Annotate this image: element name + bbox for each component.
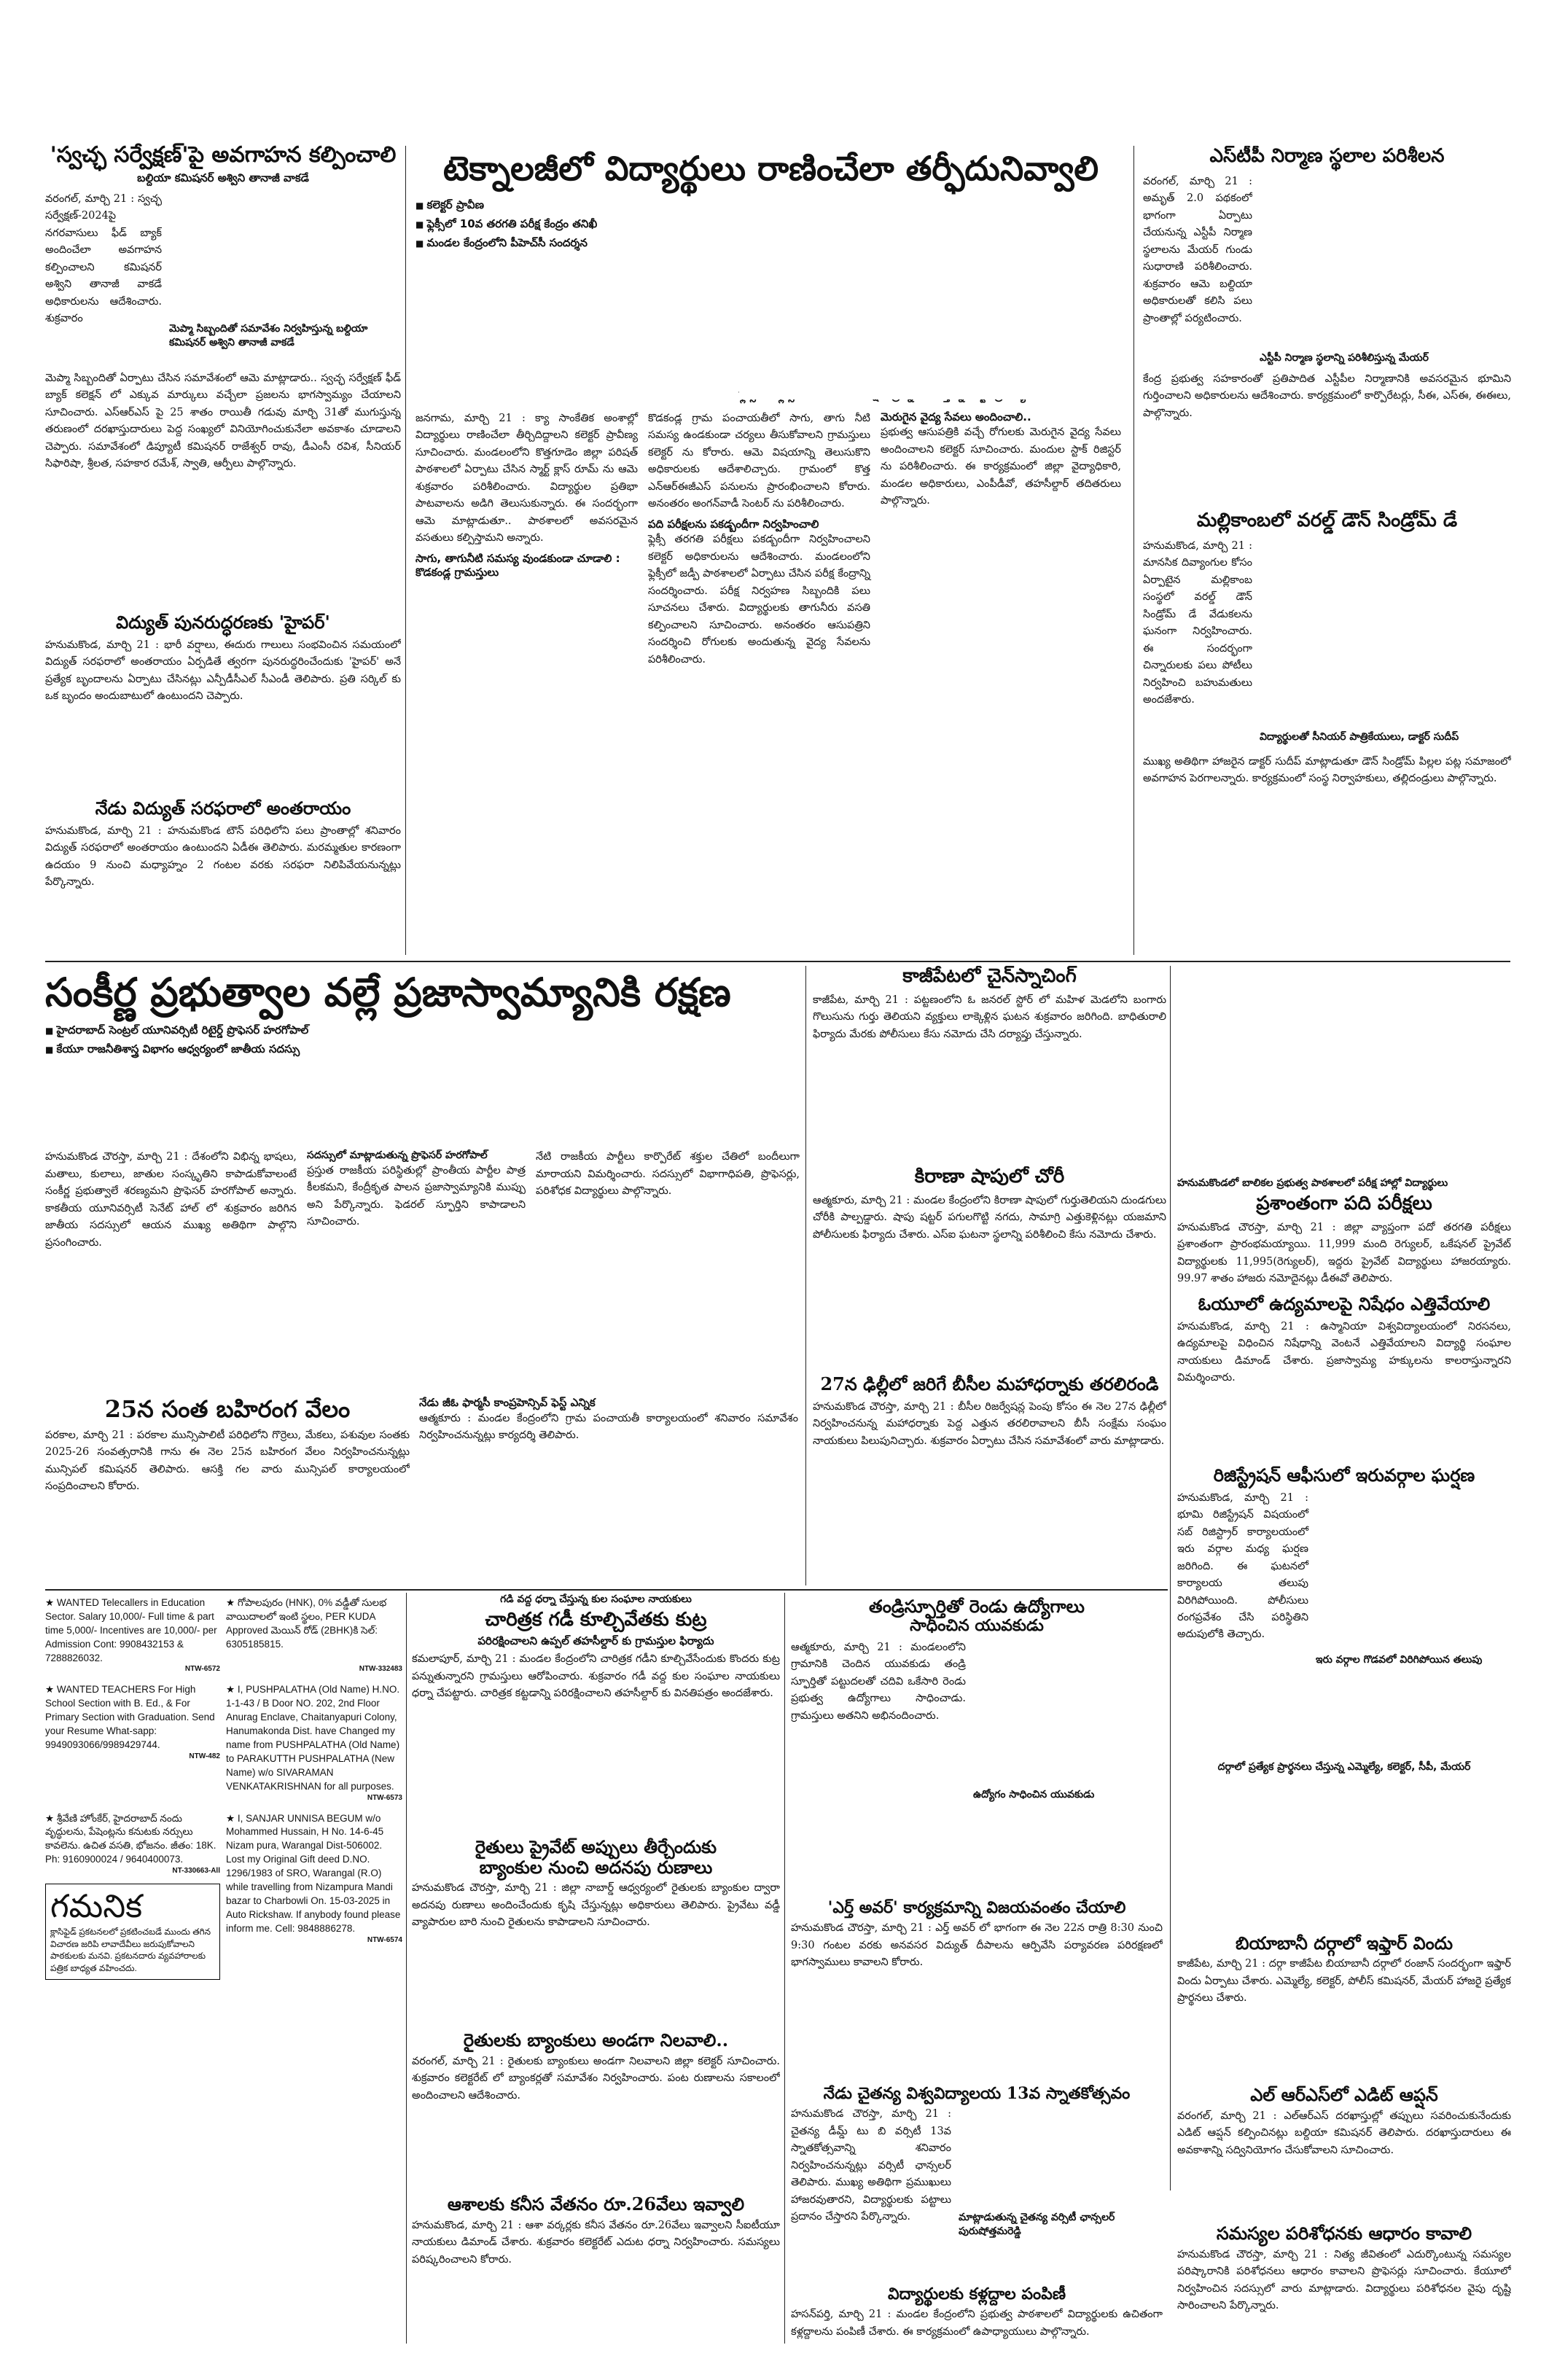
article-asha-wages	[412, 2194, 780, 2340]
article-swachh-sarvekshan	[45, 143, 401, 609]
subheading: పరిరక్షించాలని ఉప్పల్ తహసీల్దార్ కు గ్రామస్తుల ఫిర్యాదు	[477, 1634, 714, 1647]
classified-ad: ★ WANTED TEACHERS For High School Section with B. Ed., & For Primary Section with Graduation. Send your Resume What-sapp: 9949093066/9989429744.	[45, 1684, 215, 1751]
classified-ad: ★ I, SANJAR UNNISA BEGUM w/o Mohammed Hussain, H No. 14-6-45 Nizam pura, Warangal Dist-506002. Lost my Original Gift deed D.NO. 1296/1983 of SRO, Warangal (R.O) while travelling from Nizampura Mandi bazar to Charbowli On. 15-03-2025 in Auto Rickshaw. If anybody found please inform me. Cell: 9848886278.	[226, 1812, 401, 1934]
photo-caption: మెప్మా సిబ్బందితో సమావేశం నిర్వహిస్తున్న బల్దియా కమిషనర్ అశ్విని తానాజీ వాకడే	[169, 323, 368, 348]
ad-reference: NTW-6572	[184, 1665, 220, 1674]
column-rule	[405, 146, 406, 955]
article-body: హనుమకొండ చౌరస్తా, మార్చి 21 : దేశంలోని విభిన్న భాషలు, మతాలు, కులాలు, జాతుల సంస్కృతిని కాపాడుకోవాలంటే సంకీర్ణ ప్రభుత్వాలే శరణ్యమని ప్రొఫెసర్ హరగోపాల్ అన్నారు. కాకతీయ యూనివర్సిటీ సెనేట్ హాల్ లో శుక్రవారం జరిగిన జాతీయ సదస్సులో ఆయన ముఖ్య అతిథిగా పాల్గొని ప్రసంగించారు.	[45, 1151, 297, 1249]
article-body: ప్రస్తుత రాజకీయ పరిస్థితుల్లో ప్రాంతీయ పార్టీల పాత్ర కీలకమని, కేంద్రీకృత పాలన ప్రజాస్వామ్యానికి ముప్పు అని పేర్కొన్నారు. ఫెడరల్ స్ఫూర్తిని కాపాడాలని సూచించారు.	[307, 1164, 526, 1228]
bullet-item: ■ హైదరాబాద్ సెంట్రల్ యూనివర్సిటీ రిటైర్డ్ ప్రొఫెసర్ హరగోపాల్	[45, 1023, 308, 1037]
classified-ads	[45, 1596, 402, 2340]
photo-caption: ఇరు వర్గాల గొడవలో విరిగిపోయిన తలుపు	[1316, 1653, 1483, 1666]
photo-caption: మాట్లాడుతున్న చైతన్య వర్సిటీ ఛాన్సలర్ పురుషోత్తమరెడ్డి	[959, 2212, 1115, 2238]
article-body: హనుమకొండ చౌరస్తా, మార్చి 21 : బీసీల రిజర్వేషన్ల పెంపు కోసం ఈ నెల 27న ఢిల్లీలో నిర్వహించనున్న మహాధర్నాకు పెద్ద ఎత్తున తరలిరావాలని బీసీ సంక్షేమ సంఘం నాయకులు పిలుపునిచ్చారు. శుక్రవారం ఏర్పాటు చేసిన సమావేశంలో వారు మాట్లాడారు.	[813, 1400, 1166, 1447]
article-body: ముఖ్య అతిథిగా హాజరైన డాక్టర్ సుదీప్ మాట్లాడుతూ డౌన్ సిండ్రోమ్ పిల్లల పట్ల సమాజంలో అవగాహన పెరగాలన్నారు. కార్యక్రమంలో సంస్థ నిర్వాహకులు, తల్లిదండ్రులు పాల్గొన్నారు.	[1143, 755, 1511, 785]
article-body: హనుమకొండ, మార్చి 21 : ఉస్మానియా విశ్వవిద్యాలయంలో నిరసనలు, ఉద్యమాలపై విధించిన నిషేధాన్ని వెంటనే ఎత్తివేయాలని విద్యార్థి సంఘాల నాయకులు డిమాండ్ చేశారు. ప్రజాస్వామ్య హక్కులను కాలరాస్తున్నారని విమర్శించారు.	[1177, 1320, 1511, 1384]
column-rule	[406, 1593, 407, 2344]
classified-ad: ★ I, PUSHPALATHA (Old Name) H.NO. 1-1-43 / B Door NO. 202, 2nd Floor Anurag Enclave, Chaitanyapuri Colony, Hanumakonda Dist. have Changed my name from PUSHPALATHA (Old Name) to PARAKUTTH PUSHPALATHA (New Name) w/o SIVARAMAN VENKATAKRISHNAN for all purposes.	[226, 1684, 400, 1792]
article-body: హనుమకొండ, మార్చి 21 : హనుమకొండ టౌన్ పరిధిలోని పలు ప్రాంతాల్లో శనివారం విద్యుత్ సరఫరాలో అంతరాయం ఉంటుందని ఏడీఈ తెలిపారు. మరమ్మతుల కారణంగా ఉదయం 9 నుంచి మధ్యాహ్నం 2 గంటల వరకు సరఫరా నిలిపివేయనున్నట్లు పేర్కొన్నారు.	[45, 824, 401, 889]
article-body: వరంగల్, మార్చి 21 : అమృత్ 2.0 పథకంలో భాగంగా ఏర్పాటు చేయనున్న ఎస్టీపీ నిర్మాణ స్థలాలను మేయర్ గుండు సుధారాణి పరిశీలించారు. శుక్రవారం ఆమె బల్దియా అధికారులతో కలిసి పలు ప్రాంతాల్లో పర్యటించారు.	[1143, 175, 1252, 324]
headline: సమస్యల పరిశోధనకు ఆధారం కావాలి	[1216, 2223, 1472, 2244]
photo-caption: ఎస్టీపీ నిర్మాణ స్థలాన్ని పరిశీలిస్తున్న మేయర్	[1260, 351, 1429, 364]
headline: 27న ఢిల్లీలో జరిగే బీసీల మహాధర్నాకు తరలిరండి	[820, 1374, 1159, 1394]
article-banks-support	[412, 2030, 780, 2190]
news-photo	[1177, 962, 1511, 1174]
bullet-item: ■ కేయూ రాజనీతిశాస్త్ర విభాగం ఆధ్వర్యంలో జాతీయ సదస్సు	[45, 1042, 300, 1056]
article-body: ఆత్మకూరు : మండల కేంద్రంలోని గ్రామ పంచాయతీ కార్యాలయంలో శనివారం సమావేశం నిర్వహించనున్నట్లు కార్యదర్శి తెలిపారు.	[419, 1412, 798, 1441]
article-bc-maha-dharna	[813, 1374, 1166, 1589]
article-kirana-theft	[813, 1166, 1166, 1370]
subheading: మెరుగైన వైద్య సేవలు అందించాలి..	[881, 410, 1031, 424]
article-body: హనుమకొండ చౌరస్తా, మార్చి 21 : జిల్లా వ్యాప్తంగా పదో తరగతి పరీక్షలు ప్రశాంతంగా ప్రారంభమయ్యాయి. 11,999 మంది రెగ్యులర్, ఒకేషనల్ ప్రైవేట్ విద్యార్థులకు 11,995(రెగ్యులర్), ఇద్దరు ప్రైవేట్ విద్యార్థులు హాజరయ్యారు. 99.97 శాతం హాజరు నమోదైనట్లు డీఈవో తెలిపారు.	[1177, 1221, 1511, 1285]
article-body: వరంగల్, మార్చి 21 : రైతులకు బ్యాంకులు అండగా నిలవాలని జిల్లా కలెక్టర్ సూచించారు. శుక్రవారం కలెక్టరేట్ లో బ్యాంకర్లతో సమావేశం నిర్వహించారు. పంట రుణాలను సకాలంలో అందించాలని ఆదేశించారు.	[412, 2055, 780, 2102]
column-rule	[1170, 966, 1171, 2190]
headline: రైతులు ప్రైవేట్ అప్పులు తీర్చేందుకు	[475, 1837, 717, 1857]
news-photo	[973, 1639, 1163, 1785]
article-body: కమలాపూర్, మార్చి 21 : మండల కేంద్రంలోని చారిత్రక గడీని కూల్చివేసేందుకు కొందరు కుట్ర పన్నుతున్నారని గ్రామస్తులు ఆరోపించారు. శుక్రవారం గడీ వద్ద కుల సంఘాల నాయకులు ధర్నా చేపట్టారు. చారిత్రక కట్టడాన్ని పరిరక్షించాలని తహసీల్దార్ కు వినతిపత్రం అందజేశారు.	[412, 1653, 780, 1700]
headline: చారిత్రక గడీ కూల్చివేతకు కుట్ర	[485, 1608, 707, 1631]
news-photo	[959, 2106, 1163, 2208]
article-body: పరకాల, మార్చి 21 : పరకాల మున్సిపాలిటీ పరిధిలోని గొర్రెలు, మేకలు, పశువుల సంతకు 2025-26 సంవత్సరానికి గాను ఈ నెల 25న బహిరంగ వేలం నిర్వహించనున్నట్లు మున్సిపల్ కమిషనర్ తెలిపారు. ఆసక్తి గల వారు మున్సిపల్ కార్యాలయంలో సంప్రదించాలని కోరారు.	[45, 1429, 410, 1493]
ad-reference: NTW-482	[189, 1752, 220, 1760]
headline: ఆశాలకు కనీస వేతనం రూ.26వేలు ఇవ్వాలి	[447, 2194, 745, 2215]
classified-ad: ★ గోపాలపురం (HNK), 0% వడ్డీతో సులభ వాయిదాలలో ఇంటి స్థలం, PER KUDA Approved మెయిన్ రోడ్ (2BHK)కి సెల్: 6305185815.	[226, 1597, 387, 1650]
article-body: హనుమకొండ, మార్చి 21 : భూమి రిజిస్ట్రేషన్ విషయంలో సబ్ రిజిస్ట్రార్ కార్యాలయంలో ఇరు వర్గాల మధ్య ఘర్షణ జరిగింది. ఈ ఘటనలో కార్యాలయ తలుపు విరిగిపోయింది. పోలీసులు రంగప్రవేశం చేసి పరిస్థితిని అదుపులోకి తెచ్చారు.	[1177, 1491, 1308, 1641]
article-body: వరంగల్, మార్చి 21 : ఎల్ఆర్ఎస్ దరఖాస్తుల్లో తప్పులు సవరించుకునేందుకు ఎడిట్ ఆప్షన్ కల్పించినట్లు బల్దియా కమిషనర్ తెలిపారు. దరఖాస్తుదారులు ఈ అవకాశాన్ని సద్వినియోగం చేసుకోవాలని సూచించారు.	[1177, 2110, 1511, 2156]
headline: ఎస్‌టీపీ నిర్మాణ స్థలాల పరిశీలన	[1209, 146, 1445, 167]
article-body: హసన్‌పర్తి, మార్చి 21 : మండల కేంద్రంలోని ప్రభుత్వ పాఠశాలలో విద్యార్థులకు ఉచితంగా కళ్లద్దాలను పంపిణీ చేశారు. ఈ కార్యక్రమంలో ఉపాధ్యాయులు పాల్గొన్నారు.	[791, 2309, 1163, 2338]
photo-kicker: హనుమకొండలో బాలికల ప్రభుత్వ పాఠశాలలో పరీక్ష హాల్లో విద్యార్థులు	[1177, 1177, 1448, 1189]
news-photo	[398, 1021, 800, 1144]
headline: నేడు విద్యుత్ సరఫరాలో అంతరాయం	[95, 798, 351, 819]
byline: బల్దియా కమిషనర్ అశ్విని తానాజీ వాకడే	[137, 171, 309, 184]
news-photo	[1316, 1490, 1511, 1650]
article-earth-hour	[791, 1899, 1163, 2081]
article-body: మెప్మా సిబ్బందితో ఏర్పాటు చేసిన సమావేశంలో ఆమె మాట్లాడారు.. స్వచ్ఛ సర్వేక్షణ్ ఫీడ్ బ్యాక్ కలెక్షన్ లో ఎక్కువ మార్కులు వచ్చేలా ప్రజలను భాగస్వామ్యం చేయాలని సూచించారు. ఎస్ఆర్ఎస్ పై 25 శాతం రాయితీ గడువు మార్చి 31తో ముగుస్తున్న తరుణంలో దరఖాస్తుదారులు పెద్ద సంఖ్యలో వినియోగించుకునేలా అవకాశం చూడాలని చెప్పారు. సమావేశంలో డిప్యూటీ కమిషనర్ రాజేశ్వర్ రావు, డీఎంసీ రవిశ, సీనియర్ సిఫారిషా, శ్రీలత, సహకార రమేశ్, స్వాతి, ఆర్పీలు పాల్గొన్నారు.	[45, 372, 401, 470]
headline: రిజిస్ట్రేషన్ ఆఫీసులో ఇరువర్గాల ఘర్షణ	[1213, 1465, 1475, 1486]
article-body: కేంద్ర ప్రభుత్వ సహకారంతో ప్రతిపాదిత ఎస్టీపీల నిర్మాణానికి అవసరమైన భూమిని గుర్తించాలని అధికారులను ఆదేశించారు. కార్యక్రమంలో కార్పొరేటర్లు, సీఈ, ఎస్ఈ, ఈఈలు, పాల్గొన్నారు.	[1143, 372, 1511, 419]
article-body: హనుమకొండ చౌరస్తా, మార్చి 21 : జిల్లా నాబార్డ్ ఆధ్వర్యంలో రైతులకు బ్యాంకుల ద్వారా అదనపు రుణాలు అందించేందుకు కృషి చేస్తున్నట్లు అధికారులు తెలిపారు. ప్రైవేటు వడ్డీ వ్యాపారుల బారి నుంచి రైతులను కాపాడాలని సూచించారు.	[412, 1882, 780, 1929]
ad-reference: NTW-6574	[367, 1935, 402, 1944]
dateline-text: వరంగల్, మార్చి 21 : స్వచ్ఛ సర్వేక్షణ్-2024పై నగరవాసులు ఫీడ్ బ్యాక్ అందించేలా అవగాహన కల్పించాలని కమిషనర్ అశ్విని తానాజీ వాకడే అధికారులను ఆదేశించారు. శుక్రవారం	[45, 193, 162, 325]
classified-ad: ★ శ్రీవేణి హోంకేర్, హైదరాబాద్ నందు వృద్ధులను, పేషెంట్లను కనుటకు నర్సులు కావలెను. ఉచిత వసతి, భోజనం. జీతం: 18K. Ph: 9160900024 / 9640400073.	[45, 1812, 216, 1865]
ad-reference: NTW-6573	[367, 1793, 402, 1802]
article-spectacles-distribution	[791, 2285, 1163, 2351]
article-body: హనుమకొండ చౌరస్తా, మార్చి 21 : ఎర్త్ అవర్ లో భాగంగా ఈ నెల 22న రాత్రి 8:30 నుంచి 9:30 గంటల వరకు అనవసర విద్యుత్ దీపాలను ఆర్పివేసి పర్యావరణ పరిరక్షణలో భాగస్వాములు కావాలని కోరారు.	[791, 1922, 1163, 1969]
article-iftar	[1177, 1760, 1511, 2081]
article-body: హనుమకొండ చౌరస్తా, మార్చి 21 : నిత్య జీవితంలో ఎదుర్కొంటున్న సమస్యల పరిష్కారానికి పరిశోధనలు ఆధారం కావాలని ప్రొఫెసర్లు సూచించారు. కేయూలో నిర్వహించిన సదస్సులో వారు మాట్లాడారు. విద్యార్థులు పరిశోధనల వైపు దృష్టి సారించాలని పేర్కొన్నారు.	[1177, 2248, 1511, 2312]
bullet-list	[415, 195, 729, 399]
photo-kicker: గడి వద్ద ధర్నా చేస్తున్న కుల సంఘాల నాయకులు	[500, 1593, 692, 1605]
news-photo	[1177, 1777, 1511, 1930]
horizontal-rule	[45, 1589, 1168, 1591]
headline: తండ్రిస్ఫూర్తితో రెండు ఉద్యోగాలు	[869, 1596, 1085, 1617]
article-power-outage	[45, 798, 401, 959]
article-body: ఫ్లెక్సీ తరగతి పరీక్షలు పకడ్బందీగా నిర్వహించాలని కలెక్టర్ అధికారులను ఆదేశించారు. మండలంలోని ఫ్లెక్సీలో జడ్పీ పాఠశాలలో ఏర్పాటు చేసిన పరీక్ష కేంద్రాన్ని సందర్శించారు. పరీక్ష నిర్వహణ సిబ్బందికి పలు సూచనలు చేశారు. విద్యార్థులకు తాగునీరు వసతి కల్పించాలని సూచించారు. అనంతరం ఆసుపత్రిని సందర్శించి రోగులకు అందుతున్న వైద్య సేవలను పరిశీలించారు.	[648, 534, 870, 666]
ad-reference: NT-330663-All	[172, 1867, 220, 1876]
article-technology-students	[415, 149, 1126, 951]
news-photo	[1260, 173, 1511, 348]
bullet-item: ■ మండల కేంద్రంలోని పీహెచ్‌సీ సందర్శన	[415, 236, 588, 249]
article-body: నేటి రాజకీయ పార్టీలు కార్పొరేట్ శక్తుల చేతిలో బందీలుగా మారాయని విమర్శించారు. సదస్సులో విభాగాధిపతి, ప్రొఫెసర్లు, పరిశోధక విద్యార్థులు పాల్గొన్నారు.	[536, 1151, 800, 1198]
bullet-item: ■ ఫ్లెక్సీలో 10వ తరగతి పరీక్ష కేంద్రం తనిఖీ	[415, 217, 597, 230]
bullet-item: ■ కలెక్టర్ ప్రావీణ	[415, 198, 484, 211]
column-rule	[1133, 146, 1134, 955]
headline: రైతులకు బ్యాంకులు అండగా నిలవాలి..	[463, 2030, 729, 2051]
notice-title: గమనిక	[50, 1888, 143, 1926]
headline: బియాబానీ దర్గాలో ఇఫ్తార్ విందు	[1235, 1932, 1453, 1954]
photo-kicker: దర్గాలో ప్రత్యేక ప్రార్థనలు చేస్తున్న ఎమ్మెల్యే, కలెక్టర్, సీపీ, మేయర్	[1217, 1761, 1471, 1773]
subheading: కొడకండ్ల గ్రామస్తులు	[415, 566, 499, 580]
article-coalition-governments	[45, 969, 800, 1392]
headline: విద్యుత్ పునరుద్ధరణకు 'హైపర్'	[116, 612, 330, 633]
article-body: జనగామ, మార్చి 21 : క్యా సాంకేతిక అంశాల్లో విద్యార్థులు రాణించేలా తీర్చిదిద్దాలని కలెక్టర్ ప్రావీణ్య సూచించారు. మండలంలోని కొత్తగూడెం జిల్లా పరిషత్ పాఠశాలలో ఏర్పాటు చేసిన స్మార్ట్ క్లాస్ రూమ్ ను ఆమె శుక్రవారం పరిశీలించారు. విద్యార్థుల ప్రతిభా పాటవాలను అడిగి తెలుసుకున్నారు. ఈ సందర్భంగా ఆమె మాట్లాడుతూ.. పాఠశాలలో అవసరమైన వసతులు కల్పిస్తామని అన్నారు.	[415, 412, 638, 545]
article-down-syndrome-day	[1143, 510, 1511, 948]
article-hyper-power	[45, 612, 401, 795]
column-rule	[805, 966, 806, 1585]
article-body: ప్రభుత్వ ఆసుపత్రికి వచ్చే రోగులకు మెరుగైన వైద్య సేవలు అందించాలని కలెక్టర్ సూచించారు. మందుల స్టాక్ రిజిస్టర్ ను పరిశీలించారు. ఈ కార్యక్రమంలో జిల్లా వైద్యాధికారి, మండల అధికారులు, ఎంపీడీవో, తహసీల్దార్ తదితరులు పాల్గొన్నారు.	[881, 426, 1121, 507]
article-body: హనుమకొండ చౌరస్తా, మార్చి 21 : చైతన్య డీమ్డ్ టు బి వర్సిటీ 13వ స్నాతకోత్సవాన్ని శనివారం నిర్వహించనున్నట్లు వర్సిటీ ఛాన్సలర్ తెలిపారు. ముఖ్య అతిథిగా ప్రముఖులు హాజరవుతారని, విద్యార్థులకు పట్టాలు ప్రదానం చేస్తారని పేర్కొన్నారు.	[791, 2108, 951, 2223]
headline: విద్యార్థులకు కళ్లద్దాల పంపిణీ	[887, 2285, 1066, 2303]
article-stp-sites	[1143, 146, 1511, 503]
headline-line2: బ్యాంకుల నుంచి అదనపు రుణాలు	[479, 1856, 713, 1878]
subheading: పది పరీక్షలను పకడ్బందీగా నిర్వహించాలి	[648, 517, 819, 531]
headline: సంకీర్ణ ప్రభుత్వాల వల్లే ప్రజాస్వామ్యానికి రక్షణ	[45, 969, 731, 1015]
article-body: ఆత్మకూరు, మార్చి 21 : మండల కేంద్రంలోని కిరాణా షాపులో గుర్తుతెలియని దుండగులు చోరీకి పాల్పడ్డారు. షాపు షట్టర్ పగులగొట్టి నగదు, సామాగ్రి ఎత్తుకెళ్లినట్లు యజమాని పోలీసులకు ఫిర్యాదు చేశారు. ఎస్ఐ ఘటనా స్థలాన్ని పరిశీలించి కేసు నమోదు చేశారు.	[813, 1194, 1166, 1241]
ad-reference: NTW-332483	[359, 1665, 402, 1674]
subheading: నేడు జీఓ ఫార్మసీ కాంప్రహెన్సివ్ ఫెస్ట్ ఎన్నిక	[419, 1396, 596, 1409]
headline: టెక్నాలజీలో విద్యార్థులు రాణించేలా తర్ఫీదునివ్వాలి	[442, 149, 1099, 188]
headline: కిరాణా షాపులో చోరీ	[914, 1166, 1065, 1187]
article-body: హనుమకొండ, మార్చి 21 : భారీ వర్షాలు, ఈదురు గాలులు సంభవించిన సమయంలో విద్యుత్ సరఫరాలో అంతరాయం ఏర్పడితే త్వరగా పునరుద్ధరించేందుకు 'హైపర్' అనే ప్రత్యేక బృందాలను ఏర్పాటు చేసినట్లు ఎన్పీడీసీఎల్ సీఎండీ తెలిపారు. ప్రతి సర్కిల్ కు ఒక బృందం అందుబాటులో ఉంటుందని చెప్పారు.	[45, 639, 401, 703]
article-body: కాజీపేట, మార్చి 21 : పట్టణంలోని ఓ జనరల్ స్టోర్ లో మహిళ మెడలోని బంగారు గొలుసును గుర్తు తెలియని వ్యక్తులు లాక్కెళ్లిన ఘటన శుక్రవారం జరిగింది. బాధితురాలి ఫిర్యాదు మేరకు పోలీసులు కేసు నమోదు చేసి దర్యాప్తు చేస్తున్నారు.	[813, 994, 1166, 1040]
notice-box	[45, 1884, 220, 1980]
article-research	[1177, 2223, 1511, 2351]
headline: 25న సంత బహిరంగ వేలం	[104, 1396, 351, 1423]
article-santha-auction	[45, 1396, 410, 1585]
article-body: కాజీపేట, మార్చి 21 : దర్గా కాజీపేట బియాబానీ దర్గాలో రంజాన్ సందర్భంగా ఇఫ్తార్ విందు ఏర్పాటు చేశారు. ఎమ్మెల్యే, కలెక్టర్, పోలీస్ కమిషనర్, మేయర్ హాజరై ప్రత్యేక ప్రార్థనలు చేశారు.	[1177, 1958, 1511, 2005]
headline: 'స్వచ్ఛ సర్వేక్షణ్'పై అవగాహన కల్పించాలి	[50, 143, 397, 168]
headline: నేడు చైతన్య విశ్వవిద్యాలయ 13వ స్నాతకోత్సవం	[823, 2085, 1131, 2103]
article-farmer-loans	[412, 1837, 780, 2026]
article-historic-gadi	[412, 1593, 780, 1833]
article-lrs-edit	[1177, 2085, 1511, 2231]
news-photo	[169, 191, 401, 319]
article-chaitanya-convocation	[791, 2085, 1163, 2282]
article-body: ఆత్మకూరు, మార్చి 21 : మండలంలోని గ్రామానికి చెందిన యువకుడు తండ్రి స్ఫూర్తితో పట్టుదలతో చదివి ఒకేసారి రెండు ప్రభుత్వ ఉద్యోగాలు సాధించాడు. గ్రామస్తులు అతనిని అభినందించారు.	[791, 1641, 966, 1722]
article-registration-clash	[1177, 1465, 1511, 1757]
headline: ఓయూలో ఉద్యమాలపై నిషేధం ఎత్తివేయాలి	[1198, 1294, 1491, 1314]
news-photo	[1260, 538, 1511, 727]
photo-caption: ఉద్యోగం సాధించిన యువకుడు	[973, 1788, 1095, 1800]
column-rule	[784, 1593, 785, 2344]
headline: ప్రశాంతంగా పది పరీక్షలు	[1256, 1192, 1432, 1214]
notice-body: క్లాసిఫైడ్ ప్రకటనలలో ప్రకటించబడే ముందు తగిన విచారణ జరిపి లావాదేవీలు జరుపుకోవాలని పాఠకులకు మనవి. ప్రకటనదారు వ్యవహారాలకు పత్రిక బాధ్యత వహించదు.	[50, 1926, 211, 1974]
photo-caption: సదస్సులో మాట్లాడుతున్న ప్రొఫెసర్ హరగోపాల్	[307, 1150, 488, 1162]
article-body: హనుమకొండ, మార్చి 21 : ఆశా వర్కర్లకు కనీస వేతనం రూ.26వేలు ఇవ్వాలని సీఐటీయూ నాయకులు డిమాండ్ చేశారు. శుక్రవారం కలెక్టరేట్ ఎదుట ధర్నా నిర్వహించారు. సమస్యలు పరిష్కరించాలని కోరారు.	[412, 2219, 780, 2266]
article-two-jobs	[791, 1596, 1163, 1895]
headline: 'ఎర్త్ అవర్' కార్యక్రమాన్ని విజయవంతం చేయాలి	[827, 1899, 1126, 1917]
photo-caption: విద్యార్థులతో సీనియర్ పాత్రికేయులు, డాక్టర్ సుదీప్	[1260, 730, 1459, 743]
article-kazipet-chain-snatching	[813, 966, 1166, 1163]
headline: కాజీపేటలో చైన్‌స్నాచింగ్	[902, 966, 1077, 987]
headline-line2: సాధించిన యువకుడు	[910, 1615, 1044, 1635]
article-body: కొడకండ్ల గ్రామ పంచాయతీలో సాగు, తాగు నీటి సమస్య ఉండకుండా చర్యలు తీసుకోవాలని గ్రామస్తులు కలెక్టర్ ను కోరారు. ఆమె విషయాన్ని తెలుసుకొని అధికారులకు ఆదేశాలిచ్చారు. గ్రామంలో కొత్త ఎన్ఆర్ఈజీఎస్ పనులను ప్రారంభించాలని కోరారు. అనంతరం అంగన్‌వాడీ సెంటర్ ను పరిశీలించారు.	[648, 412, 870, 510]
classified-ad: ★ WANTED Telecallers in Education Sector. Salary 10,000/- Full time & part time 5,000/- Incentives are 10,000/- per Admission Cont: 9908432153 & 7288826032.	[45, 1597, 217, 1663]
bullet-list	[45, 1021, 388, 1144]
news-photo	[739, 195, 1126, 399]
article-ou-ban	[1177, 1294, 1511, 1462]
headline: మల్లికాంబలో వరల్డ్ డౌన్ సిండ్రోమ్ డే	[1196, 510, 1458, 531]
article-body: హనుమకొండ, మార్చి 21 : మానసిక దివ్యాంగుల కోసం ఏర్పాటైన మల్లికాంబ సంస్థలో వరల్డ్ డౌన్ సిండ్రోమ్ డే వేడుకలను ఘనంగా నిర్వహించారు. ఈ సందర్భంగా చిన్నారులకు పలు పోటీలు నిర్వహించి బహుమతులు అందజేశారు.	[1143, 539, 1252, 706]
subheading: సాగు, తాగునీటి సమస్య వుండకుండా చూడాలి :	[415, 551, 620, 565]
headline: ఎల్ ఆర్ఎస్‌లో ఎడిట్ ఆప్షన్	[1250, 2085, 1438, 2105]
article-ssc-exams	[1177, 962, 1511, 1290]
article-brief	[419, 1396, 798, 1585]
